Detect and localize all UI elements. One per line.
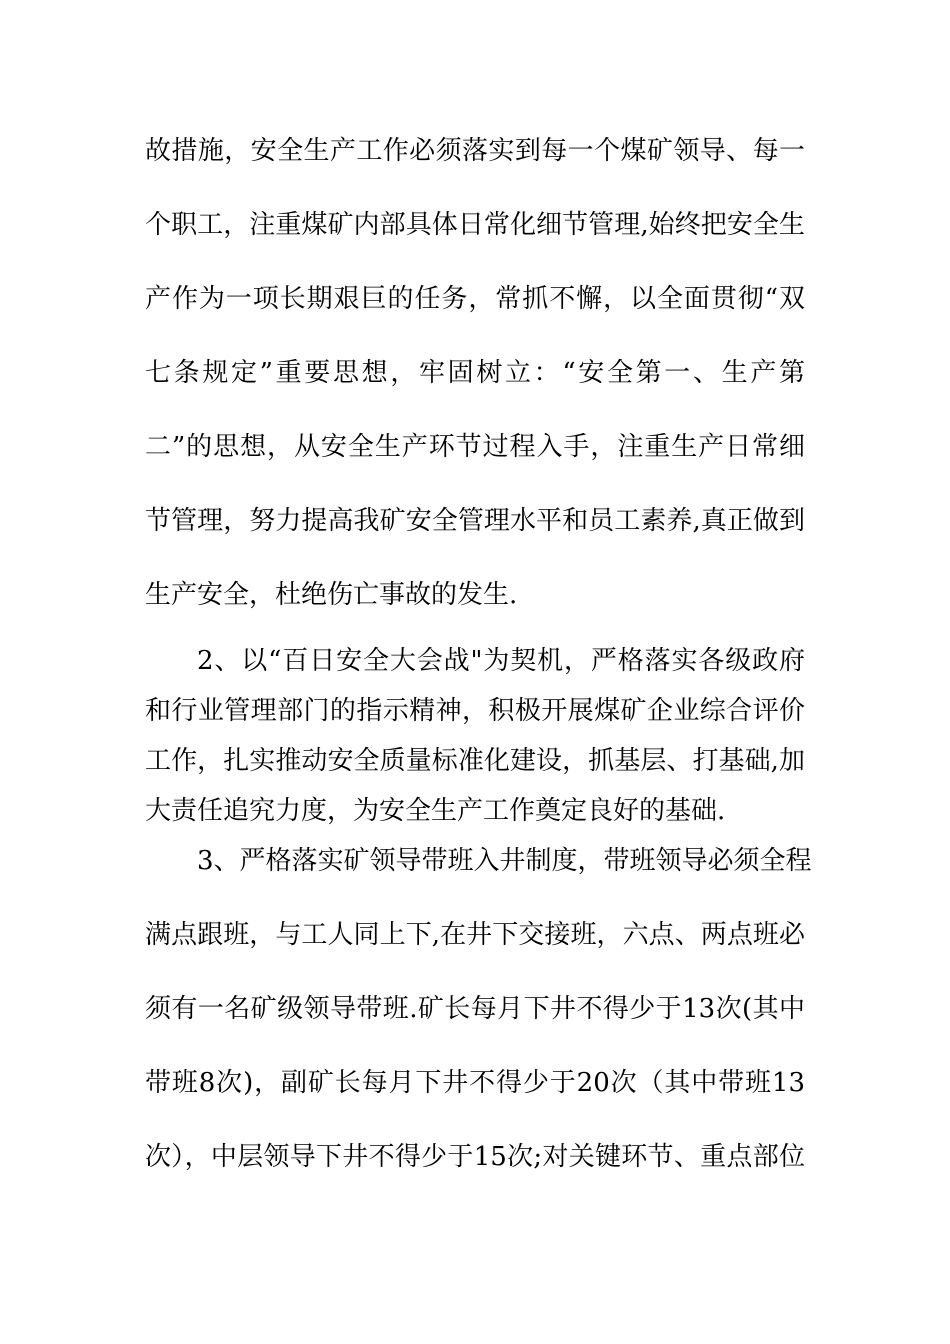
paragraph-1-line-3: 产作为一项长期艰巨的任务，常抓不懈，以全面贯彻“双 — [145, 284, 805, 314]
paragraph-3-line-5: 次），中层领导下井不得少于15次;对关键环节、重点部位 — [145, 1142, 805, 1172]
paragraph-1-line-7: 生产安全，杜绝伤亡事故的发生. — [145, 580, 518, 610]
paragraph-1-line-5: 二”的思想，从安全生产环节过程入手，注重生产日常细 — [145, 432, 805, 462]
paragraph-3-line-1: 3、严格落实矿领导带班入井制度，带班领导必须全程 — [197, 846, 812, 876]
paragraph-2-line-1: 2、以“百日安全大会战"为契机，严格落实各级政府 — [197, 646, 805, 676]
paragraph-1-line-6: 节管理，努力提高我矿安全管理水平和员工素养,真正做到 — [145, 506, 805, 536]
paragraph-1-line-1: 故措施，安全生产工作必须落实到每一个煤矿领导、每一 — [145, 136, 805, 166]
paragraph-3-line-4: 带班8次)，副矿长每月下井不得少于20次（其中带班13 — [145, 1068, 805, 1098]
paragraph-2-line-3: 工作，扎实推动安全质量标准化建设，抓基层、打基础,加 — [145, 746, 805, 776]
paragraph-3-line-3: 须有一名矿级领导带班.矿长每月下井不得少于13次(其中 — [145, 994, 805, 1024]
paragraph-2-line-4: 大责任追究力度，为安全生产工作奠定良好的基础. — [145, 796, 726, 826]
paragraph-3-line-2: 满点跟班，与工人同上下,在井下交接班，六点、两点班必 — [145, 920, 805, 950]
paragraph-1-line-2: 个职工，注重煤矿内部具体日常化细节管理,始终把安全生 — [145, 210, 805, 240]
paragraph-1-line-4: 七条规定”重要思想，牢固树立：“安全第一、生产第 — [145, 358, 805, 388]
paragraph-2-line-2: 和行业管理部门的指示精神，积极开展煤矿企业综合评价 — [145, 696, 805, 726]
